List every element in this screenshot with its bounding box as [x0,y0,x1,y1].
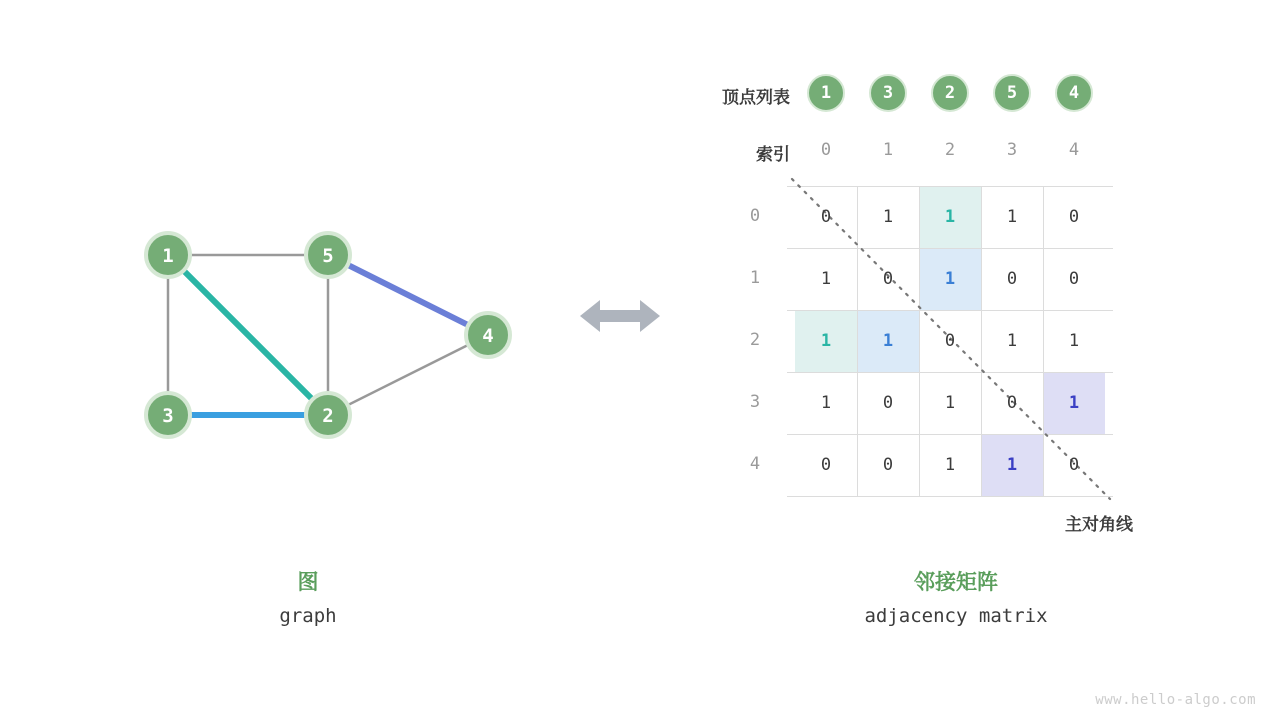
col-index-3: 3 [1006,140,1018,160]
matrix-cell-2-0: 1 [820,331,832,351]
matrix-cell-2-3: 1 [1006,331,1018,351]
row-index-3: 3 [749,392,761,412]
graph-node-label-3: 3 [162,405,174,427]
matrix-cell-3-2: 1 [944,393,956,413]
vertex-list-label: 顶点列表 [722,88,790,107]
watermark: www.hello-algo.com [1095,692,1256,708]
graph-caption-en: graph [279,605,337,627]
graph-node-label-2: 2 [322,405,334,427]
matrix-cell-0-4: 0 [1068,207,1080,227]
row-index-0: 0 [749,206,761,226]
graph-node-label-4: 4 [482,325,494,347]
matrix-cell-2-2: 0 [944,331,956,351]
matrix-cell-4-1: 0 [882,455,894,475]
bidirectional-arrow-icon [578,292,662,340]
graph-node-2 [306,393,350,437]
vertex-chip-0: 1 [807,74,845,112]
graph-edges [60,150,560,480]
matrix-cell-3-1: 0 [882,393,894,413]
matrix-cell-3-0: 1 [820,393,832,413]
matrix-cell-3-4: 1 [1068,393,1080,413]
matrix-cell-1-2: 1 [944,269,956,289]
matrix-cell-2-1: 1 [882,331,894,351]
vertex-chip-1: 3 [869,74,907,112]
matrix-cell-0-2: 1 [944,207,956,227]
matrix-cell-0-3: 1 [1006,207,1018,227]
matrix-cell-4-0: 0 [820,455,832,475]
matrix-caption [756,566,1156,632]
matrix-cell-2-4: 1 [1068,331,1080,351]
graph-figure [60,150,560,480]
matrix-cell-1-3: 0 [1006,269,1018,289]
matrix-cell-1-1: 0 [882,269,894,289]
row-index-2: 2 [749,330,761,350]
matrix-cell-1-4: 0 [1068,269,1080,289]
matrix-cell-1-0: 1 [820,269,832,289]
matrix-cell-4-3: 1 [1006,455,1018,475]
graph-node-3 [146,393,190,437]
adjacency-matrix-figure [690,55,1210,534]
col-index-4: 4 [1068,140,1080,160]
index-label: 索引 [756,145,790,164]
vertex-chip-2: 2 [931,74,969,112]
row-index-4: 4 [749,454,761,474]
vertex-chip-3: 5 [993,74,1031,112]
vertex-chip-4: 4 [1055,74,1093,112]
graph-caption [108,566,508,632]
matrix-cell-4-4: 0 [1068,455,1080,475]
main-diagonal-label: 主对角线 [1065,515,1133,534]
edge-5-4 [328,255,488,335]
edge-1-2 [168,255,328,415]
graph-node-label-5: 5 [322,245,334,267]
graph-caption-cn: 图 [297,571,319,594]
matrix-cell-4-2: 1 [944,455,956,475]
edge-2-4 [328,335,488,415]
row-index-1: 1 [749,268,761,288]
col-index-1: 1 [882,140,894,160]
graph-node-label-1: 1 [162,245,174,267]
matrix-cell-3-3: 0 [1006,393,1018,413]
matrix-cell-0-1: 1 [882,207,894,227]
graph-node-5 [306,233,350,277]
col-index-0: 0 [820,140,832,160]
graph-node-4 [466,313,510,357]
matrix-cell-0-0: 0 [820,207,832,227]
matrix-caption-en: adjacency matrix [864,605,1048,627]
graph-node-1 [146,233,190,277]
col-index-2: 2 [944,140,956,160]
matrix-caption-cn: 邻接矩阵 [914,571,998,594]
